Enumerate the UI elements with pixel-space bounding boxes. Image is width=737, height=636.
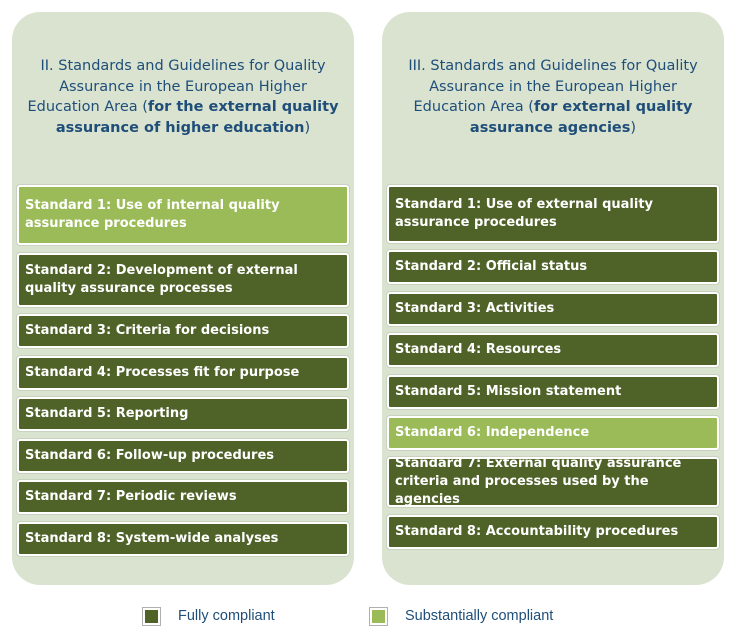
substantially-compliant-swatch [370, 608, 387, 625]
right-standard-8: Standard 8: Accountability procedures [387, 515, 719, 549]
right-title-line-4-suffix: ) [630, 119, 637, 136]
right-standards-panel [382, 12, 724, 585]
right-title-line-2: Assurance in the European Higher [429, 78, 677, 95]
left-panel-title [26, 56, 340, 138]
substantially-compliant-label: Substantially compliant [405, 608, 554, 624]
left-standard-8: Standard 8: System-wide analyses [17, 522, 349, 556]
right-standard-2: Standard 2: Official status [387, 250, 719, 284]
left-standard-3: Standard 3: Criteria for decisions [17, 314, 349, 348]
right-standards-list [387, 185, 719, 549]
legend-fully-compliant [143, 604, 275, 628]
right-title-line-3-bold: for external quality [533, 99, 693, 115]
left-title-line-4-bold: assurance of higher education [55, 119, 305, 136]
right-standard-4: Standard 4: Resources [387, 333, 719, 367]
right-standard-5: Standard 5: Mission statement [387, 375, 719, 409]
left-title-line-1: II. Standards and Guidelines for Quality [40, 58, 326, 74]
left-title-line-3-bold: for the external quality [147, 99, 339, 115]
right-title-line-3: Education Area ( [413, 99, 534, 115]
fully-compliant-swatch [143, 608, 160, 625]
legend-substantially-compliant [370, 604, 553, 628]
left-standard-6: Standard 6: Follow-up procedures [17, 439, 349, 473]
left-title-line-3: Education Area ( [27, 99, 148, 115]
left-standard-1: Standard 1: Use of internal quality assurance procedures [17, 185, 349, 245]
right-title-line-1: III. Standards and Guidelines for Quality [408, 58, 698, 74]
left-standard-7: Standard 7: Periodic reviews [17, 480, 349, 514]
left-title-line-4-suffix: ) [304, 119, 311, 136]
right-standard-3: Standard 3: Activities [387, 292, 719, 326]
right-standard-7: Standard 7: External quality assurance criteria and processes used by the agencies [387, 457, 719, 507]
right-standard-6: Standard 6: Independence [387, 416, 719, 450]
left-standards-list [17, 185, 349, 556]
left-standard-4: Standard 4: Processes fit for purpose [17, 356, 349, 390]
left-standard-2: Standard 2: Development of external quality assurance processes [17, 253, 349, 307]
left-standards-panel [12, 12, 354, 585]
left-title-line-2: Assurance in the European Higher [59, 78, 307, 95]
fully-compliant-label: Fully compliant [178, 608, 275, 624]
right-standard-1: Standard 1: Use of external quality assurance procedures [387, 185, 719, 243]
left-standard-5: Standard 5: Reporting [17, 397, 349, 431]
right-title-line-4-bold: assurance agencies [469, 119, 631, 136]
right-panel-title [396, 56, 710, 138]
